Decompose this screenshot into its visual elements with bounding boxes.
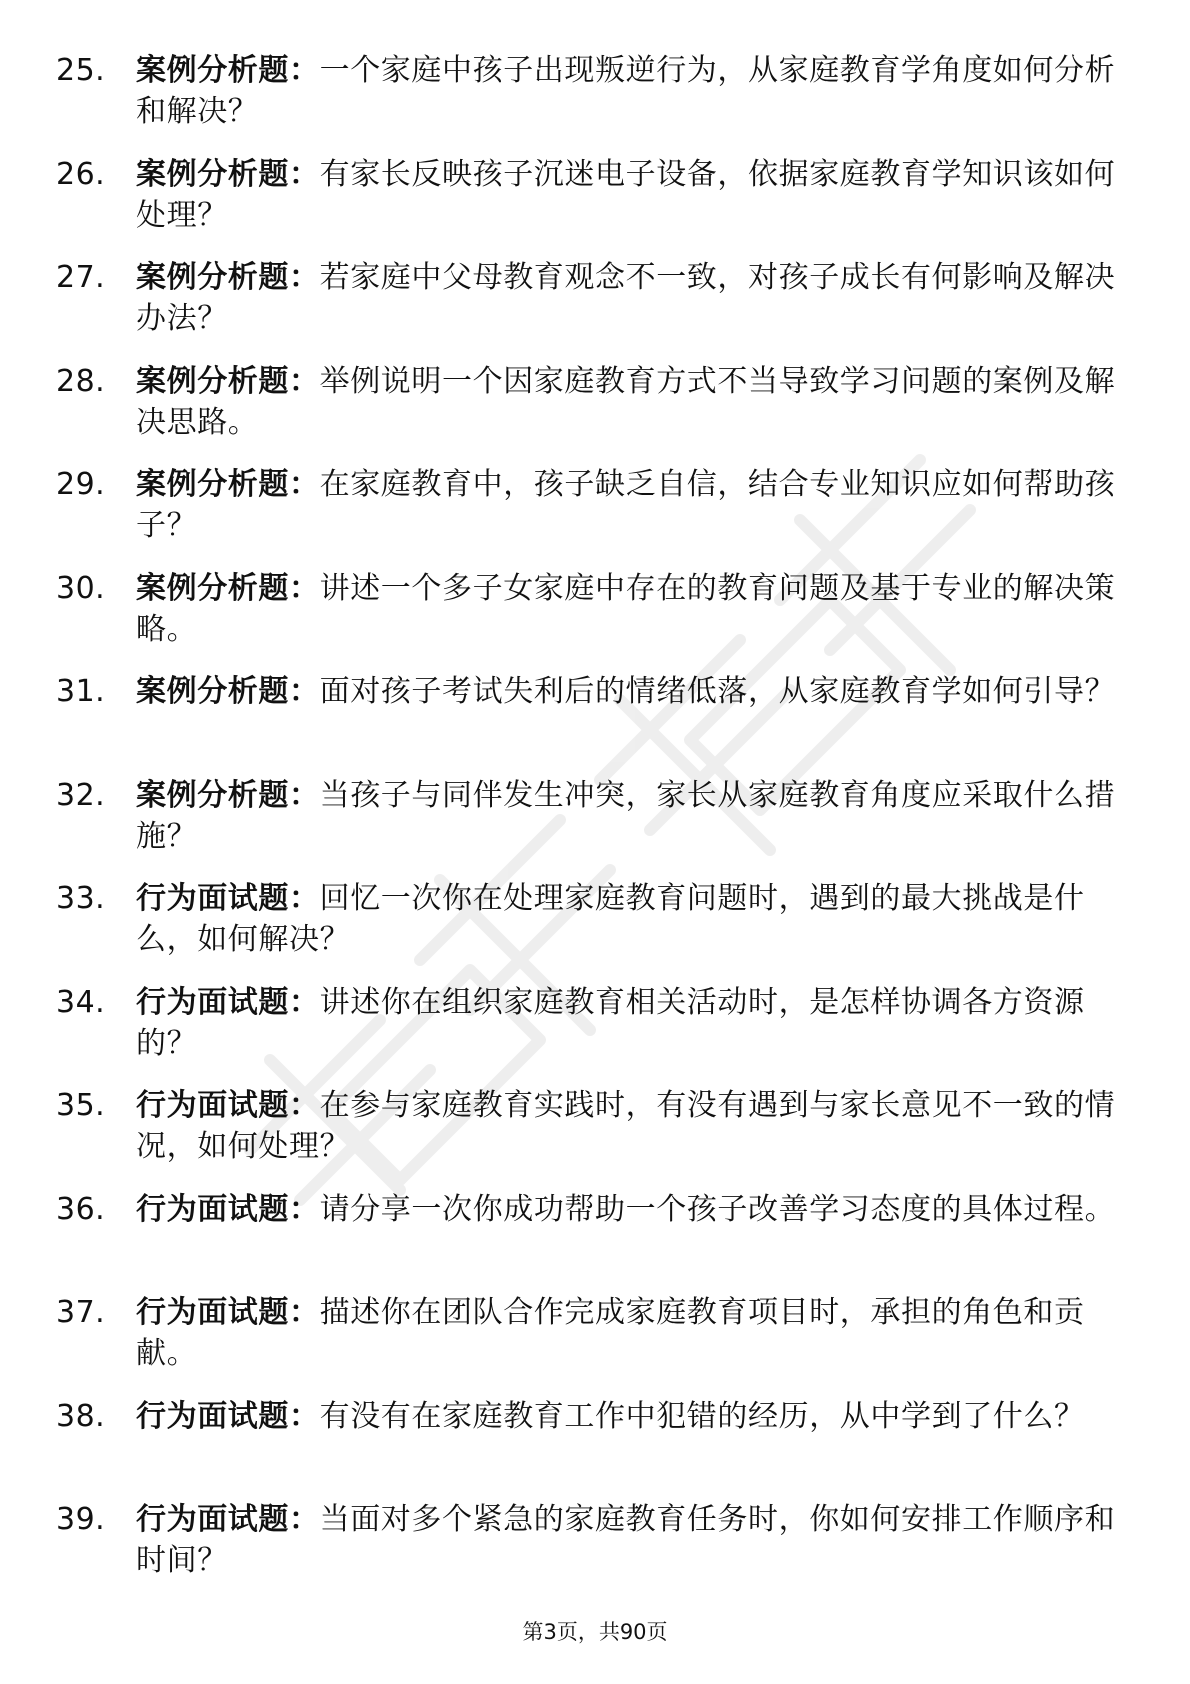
question-type: 行为面试题： — [136, 1295, 320, 1330]
question-text: 当孩子与同伴发生冲突，家长从家庭教育角度应采取什么措施？ — [136, 777, 1116, 854]
question-type: 案例分析题： — [136, 156, 320, 192]
question-body — [126, 1396, 1116, 1437]
question-type: 案例分析题： — [136, 674, 320, 709]
question-number: 27. — [56, 260, 106, 295]
question-text: 一个家庭中孩子出现叛逆行为，从家庭教育学角度如何分析和解决？ — [136, 53, 1116, 129]
question-type: 行为面试题： — [136, 881, 320, 916]
question-item — [56, 1499, 1116, 1603]
question-text: 回忆一次你在处理家庭教育问题时，遇到的最大挑战是什么，如何解决？ — [136, 881, 1085, 957]
question-type: 行为面试题： — [136, 1191, 320, 1227]
question-body — [126, 671, 1116, 712]
question-item — [56, 775, 1116, 879]
question-type: 案例分析题： — [136, 777, 320, 813]
question-text: 若家庭中父母教育观念不一致，对孩子成长有何影响及解决办法？ — [136, 260, 1116, 336]
question-number: 34. — [56, 984, 106, 1020]
question-type: 案例分析题： — [136, 467, 320, 502]
question-item — [56, 1292, 1116, 1396]
question-type: 案例分析题： — [136, 570, 320, 606]
question-body — [126, 1189, 1116, 1230]
question-item — [56, 361, 1116, 465]
question-text: 当面对多个紧急的家庭教育任务时，你如何安排工作顺序和时间？ — [136, 1502, 1116, 1578]
question-body — [126, 568, 1116, 650]
question-number: 37. — [56, 1295, 106, 1330]
question-item — [56, 878, 1116, 982]
question-type: 行为面试题： — [136, 1398, 320, 1434]
question-type: 行为面试题： — [136, 1088, 320, 1123]
question-text: 有家长反映孩子沉迷电子设备，依据家庭教育学知识该如何处理？ — [136, 156, 1116, 233]
question-item — [56, 982, 1116, 1086]
question-text: 讲述你在组织家庭教育相关活动时，是怎样协调各方资源的？ — [136, 984, 1085, 1061]
question-body — [126, 1085, 1116, 1167]
question-number: 29. — [56, 467, 106, 502]
question-item — [56, 50, 1116, 154]
question-number: 36. — [56, 1191, 106, 1227]
question-list — [56, 50, 1116, 1603]
question-item — [56, 568, 1116, 672]
question-item — [56, 671, 1116, 775]
question-text: 有没有在家庭教育工作中犯错的经历，从中学到了什么？ — [319, 1398, 1085, 1434]
question-body — [126, 464, 1116, 546]
question-text: 举例说明一个因家庭教育方式不当导致学习问题的案例及解决思路。 — [136, 363, 1116, 440]
question-number: 33. — [56, 881, 106, 916]
question-number: 35. — [56, 1088, 106, 1123]
question-body — [126, 257, 1116, 339]
question-body — [126, 982, 1116, 1064]
question-body — [126, 361, 1116, 443]
question-type: 行为面试题： — [136, 1502, 320, 1537]
question-item — [56, 464, 1116, 568]
question-body — [126, 1292, 1116, 1374]
question-number: 28. — [56, 363, 106, 399]
question-body — [126, 878, 1116, 960]
question-type: 案例分析题： — [136, 363, 320, 399]
question-text: 在参与家庭教育实践时，有没有遇到与家长意见不一致的情况，如何处理？ — [136, 1088, 1116, 1164]
question-item — [56, 154, 1116, 258]
question-item — [56, 257, 1116, 361]
question-item — [56, 1189, 1116, 1293]
question-type: 案例分析题： — [136, 53, 320, 88]
question-number: 39. — [56, 1502, 106, 1537]
question-body — [126, 50, 1116, 132]
question-type: 行为面试题： — [136, 984, 320, 1020]
page-number-label: 第3页，共90页 — [522, 1620, 668, 1644]
question-type: 案例分析题： — [136, 260, 320, 295]
question-text: 在家庭教育中，孩子缺乏自信，结合专业知识应如何帮助孩子？ — [136, 467, 1116, 543]
page-footer — [0, 1618, 1190, 1646]
question-item — [56, 1396, 1116, 1500]
question-body — [126, 154, 1116, 236]
question-number: 31. — [56, 674, 106, 709]
question-text: 描述你在团队合作完成家庭教育项目时，承担的角色和贡献。 — [136, 1295, 1085, 1371]
question-item — [56, 1085, 1116, 1189]
question-number: 32. — [56, 777, 106, 813]
question-number: 25. — [56, 53, 106, 88]
question-text: 面对孩子考试失利后的情绪低落，从家庭教育学如何引导？ — [319, 674, 1116, 709]
question-text: 讲述一个多子女家庭中存在的教育问题及基于专业的解决策略。 — [136, 570, 1116, 647]
question-number: 30. — [56, 570, 106, 606]
question-text: 请分享一次你成功帮助一个孩子改善学习态度的具体过程。 — [319, 1191, 1116, 1227]
question-body — [126, 775, 1116, 857]
question-number: 26. — [56, 156, 106, 192]
question-number: 38. — [56, 1398, 106, 1434]
question-body — [126, 1499, 1116, 1581]
